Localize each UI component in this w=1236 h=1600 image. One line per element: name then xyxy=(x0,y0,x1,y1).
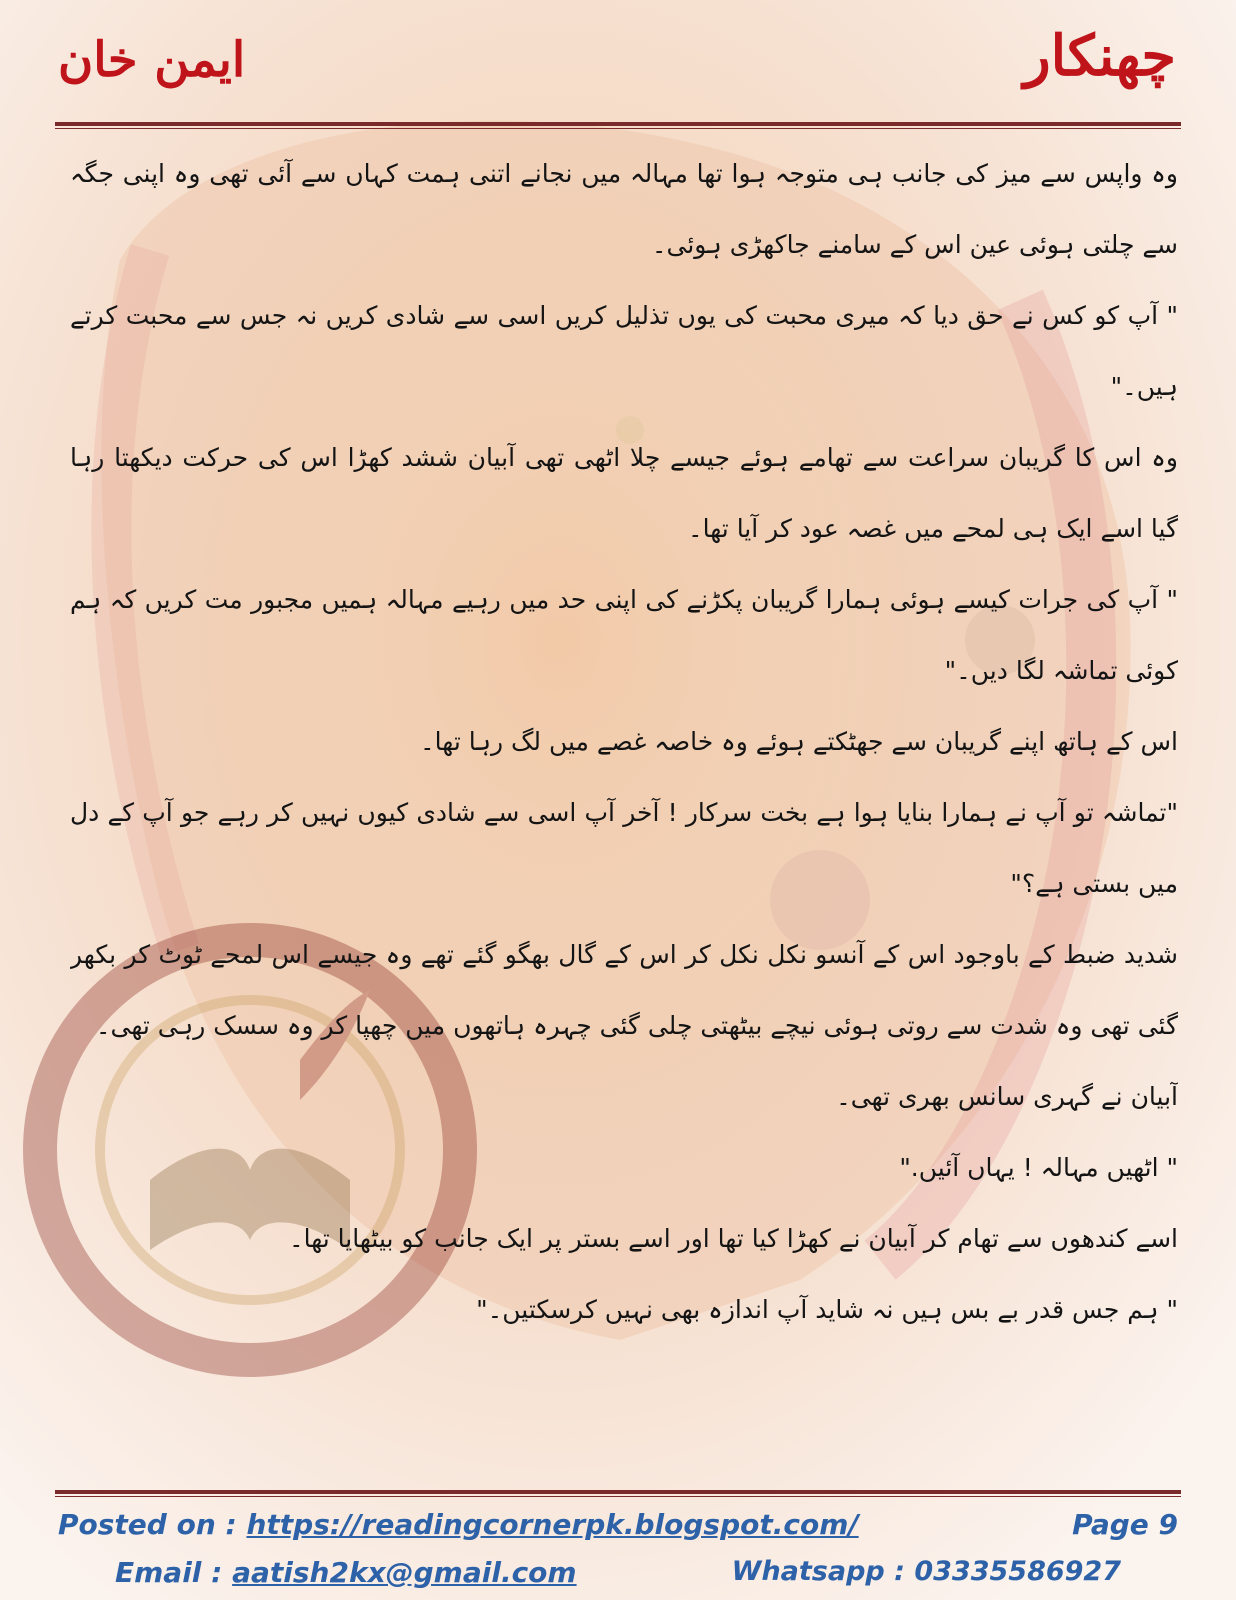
book-title: چھنکار xyxy=(1023,23,1176,89)
page-footer xyxy=(0,1500,1236,1600)
paragraph: اس کے ہاتھ اپنے گریبان سے جھٹکتے ہوئے وہ خاصہ غصے میں لگ رہا تھا۔ xyxy=(420,727,1178,756)
paragraph: "تماشہ تو آپ نے ہمارا بنایا ہوا ہے بخت سرکار ! آخر آپ اسی سے شادی کیوں نہیں کر رہے جو آپ کے دل میں بستی ہے؟" xyxy=(70,798,1178,898)
posted-label: Posted on : xyxy=(58,1508,247,1541)
story-text xyxy=(70,138,1178,1478)
paragraph: وہ واپس سے میز کی جانب ہی متوجہ ہوا تھا مہالہ میں نجانے اتنی ہمت کہاں سے آئی تھی وہ اپنی جگہ سے چلتی ہوئی عین اس کے سامنے جاکھڑی ہوئی۔ xyxy=(70,159,1178,259)
header-divider xyxy=(55,122,1181,129)
blog-link[interactable]: https://readingcornerpk.blogspot.com/ xyxy=(246,1508,859,1541)
paragraph: " آپ کو کس نے حق دیا کہ میری محبت کی یوں تذلیل کریں اسی سے شادی کریں نہ جس سے محبت کرتے ہیں۔" xyxy=(70,301,1178,401)
email-contact xyxy=(115,1556,577,1589)
page-number: Page 9 xyxy=(1072,1508,1178,1541)
author-name: ایمن خان xyxy=(58,32,246,88)
posted-on xyxy=(58,1508,859,1541)
email-link[interactable]: aatish2kx@gmail.com xyxy=(232,1556,577,1589)
paragraph: " اٹھیں مہالہ ! یہاں آئیں." xyxy=(899,1153,1178,1182)
page-header xyxy=(0,0,1236,130)
paragraph: وہ اس کا گریبان سراعت سے تھامے ہوئے جیسے چلا اٹھی تھی آبیان ششد کھڑا اس کی حرکت دیکھتا رہا گیا اسے ایک ہی لمحے میں غصہ عود کر آیا تھا۔ xyxy=(70,443,1178,543)
paragraph: اسے کندھوں سے تھام کر آبیان نے کھڑا کیا تھا اور اسے بستر پر ایک جانب کو بیٹھایا تھا۔ xyxy=(288,1224,1178,1253)
paragraph: " ہم جس قدر بے بس ہیں نہ شاید آپ اندازہ بھی نہیں کرسکتیں۔" xyxy=(476,1295,1178,1324)
paragraph: آبیان نے گہری سانس بھری تھی۔ xyxy=(836,1082,1178,1111)
paragraph: " آپ کی جرات کیسے ہوئی ہمارا گریبان پکڑنے کی اپنی حد میں رہیے مہالہ ہمیں مجبور مت کریں کہ ہم کوئی تماشہ لگا دیں۔" xyxy=(70,585,1178,685)
whatsapp-contact: Whatsapp : 03335586927 xyxy=(731,1556,1121,1587)
footer-divider xyxy=(55,1490,1181,1497)
paragraph: شدید ضبط کے باوجود اس کے آنسو نکل نکل کر اس کے گال بھگو گئے تھے وہ جیسے اس لمحے ٹوٹ کر بکھر گئی تھی وہ شدت سے روتی ہوئی نیچے بیٹھتی چلی گئی چہرہ ہاتھوں میں چھپا کر وہ سسک رہی تھی۔ xyxy=(70,940,1178,1040)
email-label: Email : xyxy=(115,1556,233,1589)
